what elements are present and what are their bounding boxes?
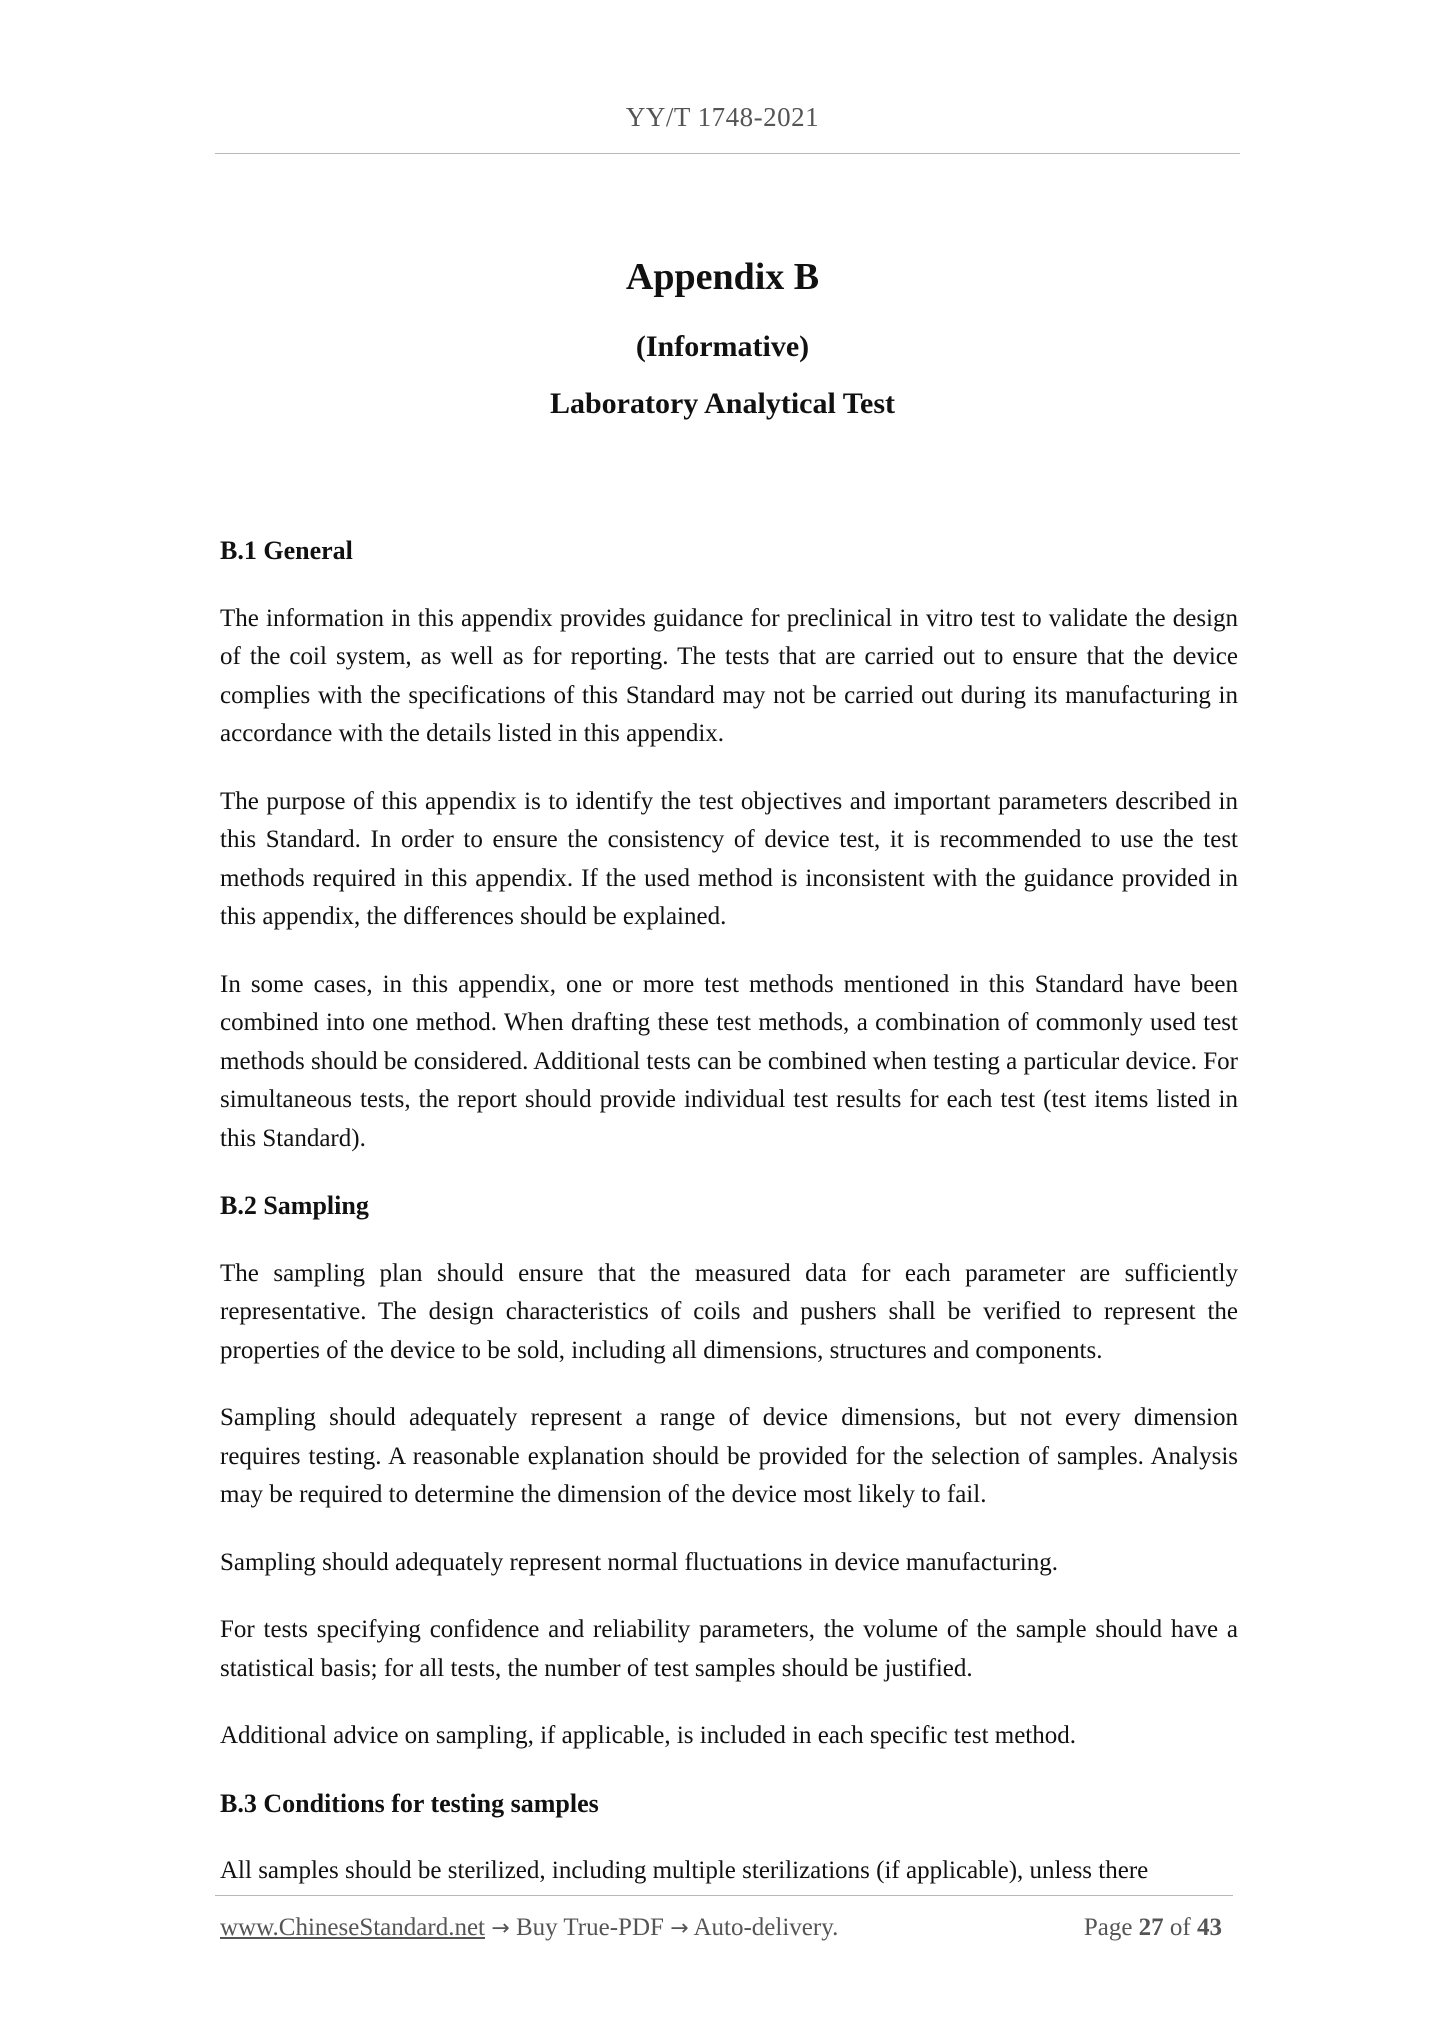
- page-of-label: of: [1169, 1914, 1191, 1941]
- section-heading-b2: B.2 Sampling: [220, 1191, 369, 1220]
- footer-divider: [215, 1895, 1233, 1896]
- page-current: 27: [1138, 1914, 1164, 1941]
- paragraph: Sampling should adequately represent normal fluctuations in device manufacturing.: [220, 1548, 1058, 1576]
- page-footer: [220, 1914, 1232, 1942]
- page-label: Page: [1083, 1914, 1133, 1941]
- buy-pdf-text: Buy True-PDF: [515, 1914, 664, 1941]
- appendix-title: Appendix B: [625, 256, 820, 298]
- appendix-subtitle: (Informative): [635, 330, 810, 363]
- paragraph: The purpose of this appendix is to identify the test objectives and important parameters described in this Standard. In order to ensure the consistency of device test, it is recommended to use the test methods required in this appendix. If the used method is inconsistent with the guidance provided in this appendix, the differences should be explained.: [220, 787, 1238, 930]
- page-number: [1084, 1914, 1222, 1942]
- header-divider: [215, 153, 1240, 154]
- section-heading-b1: B.1 General: [220, 536, 353, 565]
- standard-code-header: YY/T 1748-2021: [625, 102, 820, 132]
- paragraph: The sampling plan should ensure that the measured data for each parameter are sufficiently representative. The design characteristics of coils and pushers shall be verified to represent the properties of the device to be sold, including all dimensions, structures and components.: [220, 1259, 1238, 1364]
- paragraph: In some cases, in this appendix, one or more test methods mentioned in this Standard have been combined into one method. When drafting these test methods, a combination of commonly used test methods should be considered. Additional tests can be combined when testing a particular device. For simultaneous tests, the report should provide individual test results for each test (test items listed in this Standard).: [220, 970, 1238, 1152]
- document-body: [220, 532, 1238, 1920]
- auto-delivery-text: Auto-delivery.: [693, 1914, 839, 1941]
- website-link[interactable]: www.ChineseStandard.net: [220, 1914, 485, 1941]
- paragraph: Additional advice on sampling, if applicable, is included in each specific test method.: [220, 1722, 1077, 1749]
- appendix-name: Laboratory Analytical Test: [549, 387, 895, 420]
- paragraph: Sampling should adequately represent a range of device dimensions, but not every dimension requires testing. A reasonable explanation should be provided for the selection of samples. Analysis may be required to determine the dimension of the device most likely to fail.: [220, 1404, 1238, 1508]
- arrow-right-icon: →: [670, 1916, 689, 1941]
- paragraph: For tests specifying confidence and reliability parameters, the volume of the sample should have a statistical basis; for all tests, the number of test samples should be justified.: [220, 1616, 1238, 1682]
- paragraph: All samples should be sterilized, including multiple sterilizations (if applicable), unless there: [220, 1857, 1149, 1884]
- arrow-right-icon: →: [491, 1916, 510, 1941]
- page-total: 43: [1197, 1914, 1222, 1941]
- section-heading-b3: B.3 Conditions for testing samples: [220, 1788, 599, 1818]
- paragraph: The information in this appendix provides guidance for preclinical in vitro test to validate the design of the coil system, as well as for reporting. The tests that are carried out to ensure that the device complies with the specifications of this Standard may not be carried out during its manufacturing in accordance with the details listed in this appendix.: [220, 604, 1238, 747]
